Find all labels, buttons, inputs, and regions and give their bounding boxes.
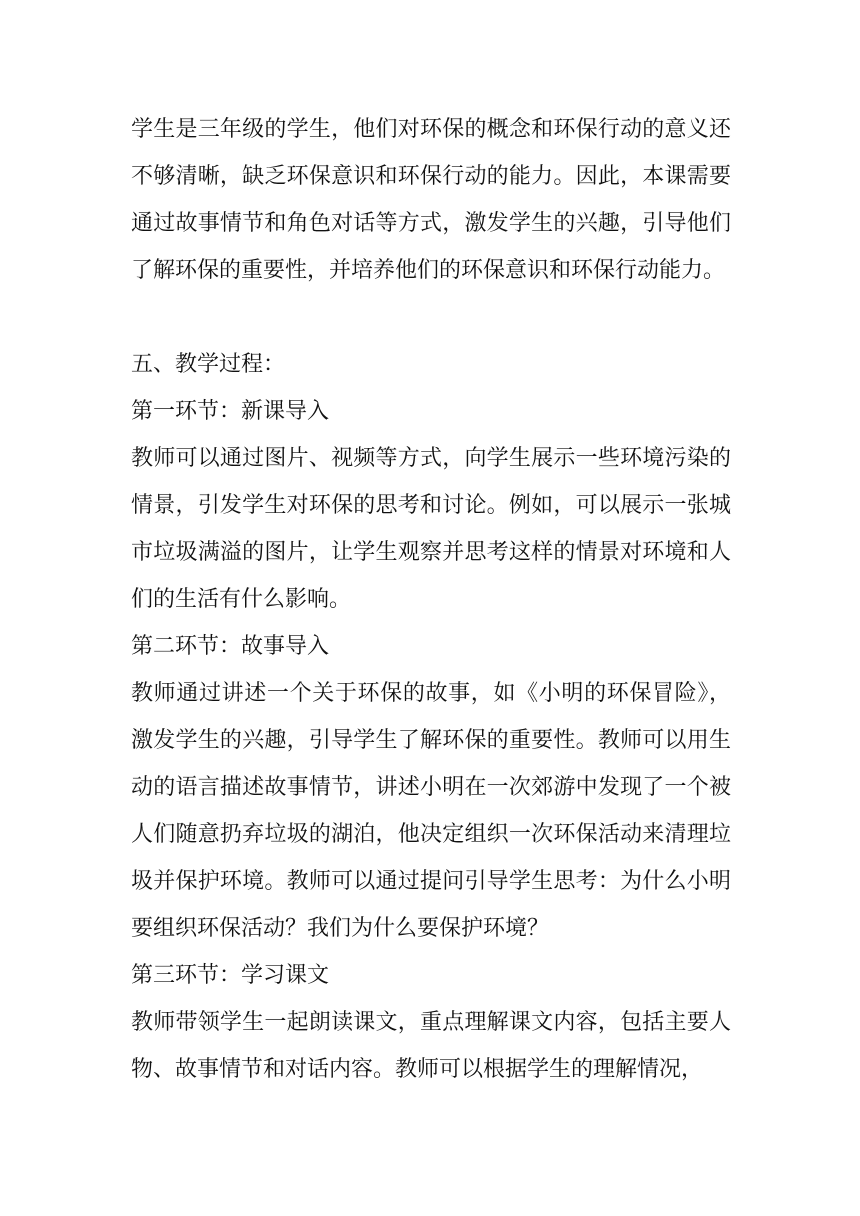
step-heading-story-intro: 第二环节：故事导入 bbox=[131, 634, 330, 659]
paragraph-student-analysis: 学生是三年级的学生，他们对环保的概念和环保行动的意义还不够清晰，缺乏环保意识和环保行动的能力。因此，本课需要通过故事情节和角色对话等方式，激发学生的兴趣，引导他们了解环保的重要性，并培养他们的环保意识和环保行动能力。 bbox=[131, 117, 731, 283]
document-body bbox=[131, 106, 731, 1093]
paragraph-spacer bbox=[131, 294, 731, 341]
paragraph-story-intro: 教师通过讲述一个关于环保的故事，如《小明的环保冒险》，激发学生的兴趣，引导学生了解环保的重要性。教师可以用生动的语言描述故事情节，讲述小明在一次郊游中发现了一个被人们随意扔弃垃圾的湖泊，他决定组织一次环保活动来清理垃圾并保护环境。教师可以通过提问引导学生思考：为什么小明要组织环保活动？我们为什么要保护环境？ bbox=[131, 681, 731, 941]
paragraph-study-text: 教师带领学生一起朗读课文，重点理解课文内容，包括主要人物、故事情节和对话内容。教师可以根据学生的理解情况， bbox=[131, 1010, 731, 1082]
section-heading-teaching-process: 五、教学过程： bbox=[131, 352, 286, 377]
step-heading-new-lesson-intro: 第一环节：新课导入 bbox=[131, 399, 330, 424]
step-heading-study-text: 第三环节：学习课文 bbox=[131, 963, 330, 988]
paragraph-new-lesson-intro: 教师可以通过图片、视频等方式，向学生展示一些环境污染的情景，引发学生对环保的思考和讨论。例如，可以展示一张城市垃圾满溢的图片，让学生观察并思考这样的情景对环境和人们的生活有什么影响。 bbox=[131, 446, 731, 612]
